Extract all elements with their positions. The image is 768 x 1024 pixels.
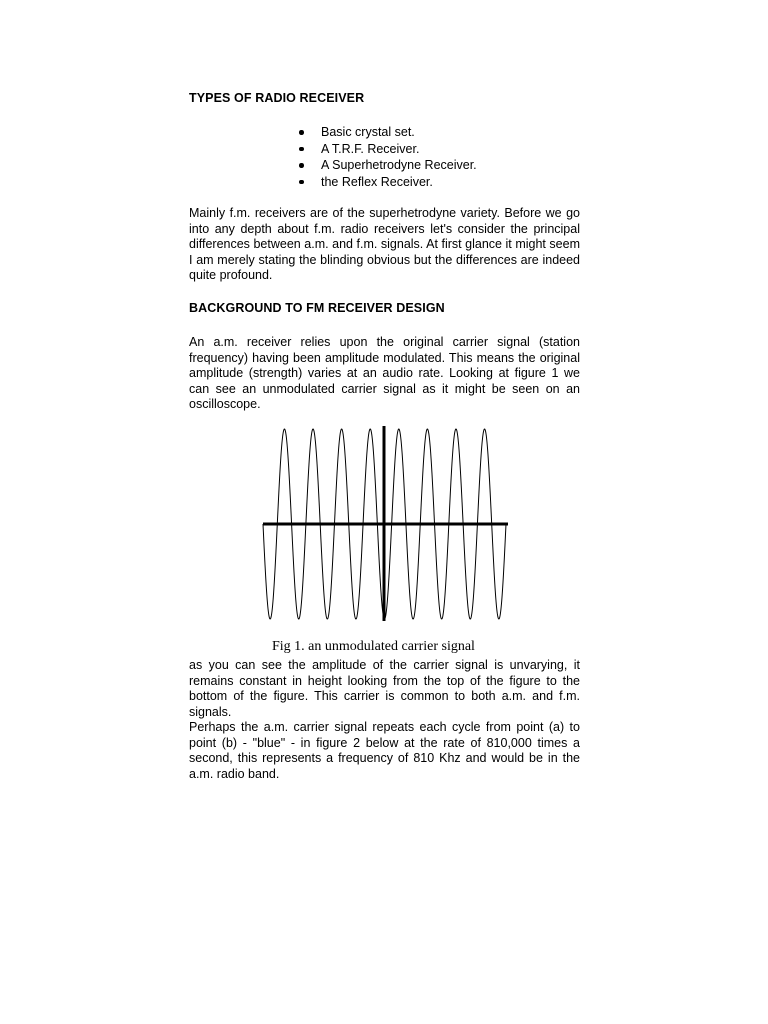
list-item: Basic crystal set. [289,124,477,141]
list-item: A Superhetrodyne Receiver. [289,157,477,174]
carrier-signal-figure [262,424,510,624]
paragraph-carrier-frequency: Perhaps the a.m. carrier signal repeats each cycle from point (a) to point (b) - "blue" - in figure 2 below at the rate of 810,000 times a second, this represents a frequency of 810 Khz and would be in the a.m. radio band. [189,720,580,781]
paragraph-am-receiver: An a.m. receiver relies upon the original carrier signal (station frequency) having been amplitude modulated. This means the original amplitude (strength) varies at an audio rate. Looking at figure 1 we can see an unmodulated carrier signal as it might be seen on an oscilloscope. [189,335,580,411]
list-item: the Reflex Receiver. [289,174,477,191]
paragraph-carrier-amplitude: as you can see the amplitude of the carrier signal is unvarying, it remains constant in height looking from the top of the figure to the bottom of the figure. This carrier is common to both a.m. and f.m. signals. [189,658,580,719]
list-item: A T.R.F. Receiver. [289,141,477,158]
heading-background-fm-receiver-design: BACKGROUND TO FM RECEIVER DESIGN [189,301,445,315]
heading-types-of-radio-receiver: TYPES OF RADIO RECEIVER [189,91,365,105]
paragraph-intro: Mainly f.m. receivers are of the superhetrodyne variety. Before we go into any depth about f.m. radio receivers let's consider the principal differences between a.m. and f.m. signals. At first glance it might seem I am merely stating the blinding obvious but the differences are indeed quite profound. [189,206,580,282]
receiver-types-list [289,124,477,190]
figure-caption: Fig 1. an unmodulated carrier signal [272,639,475,654]
